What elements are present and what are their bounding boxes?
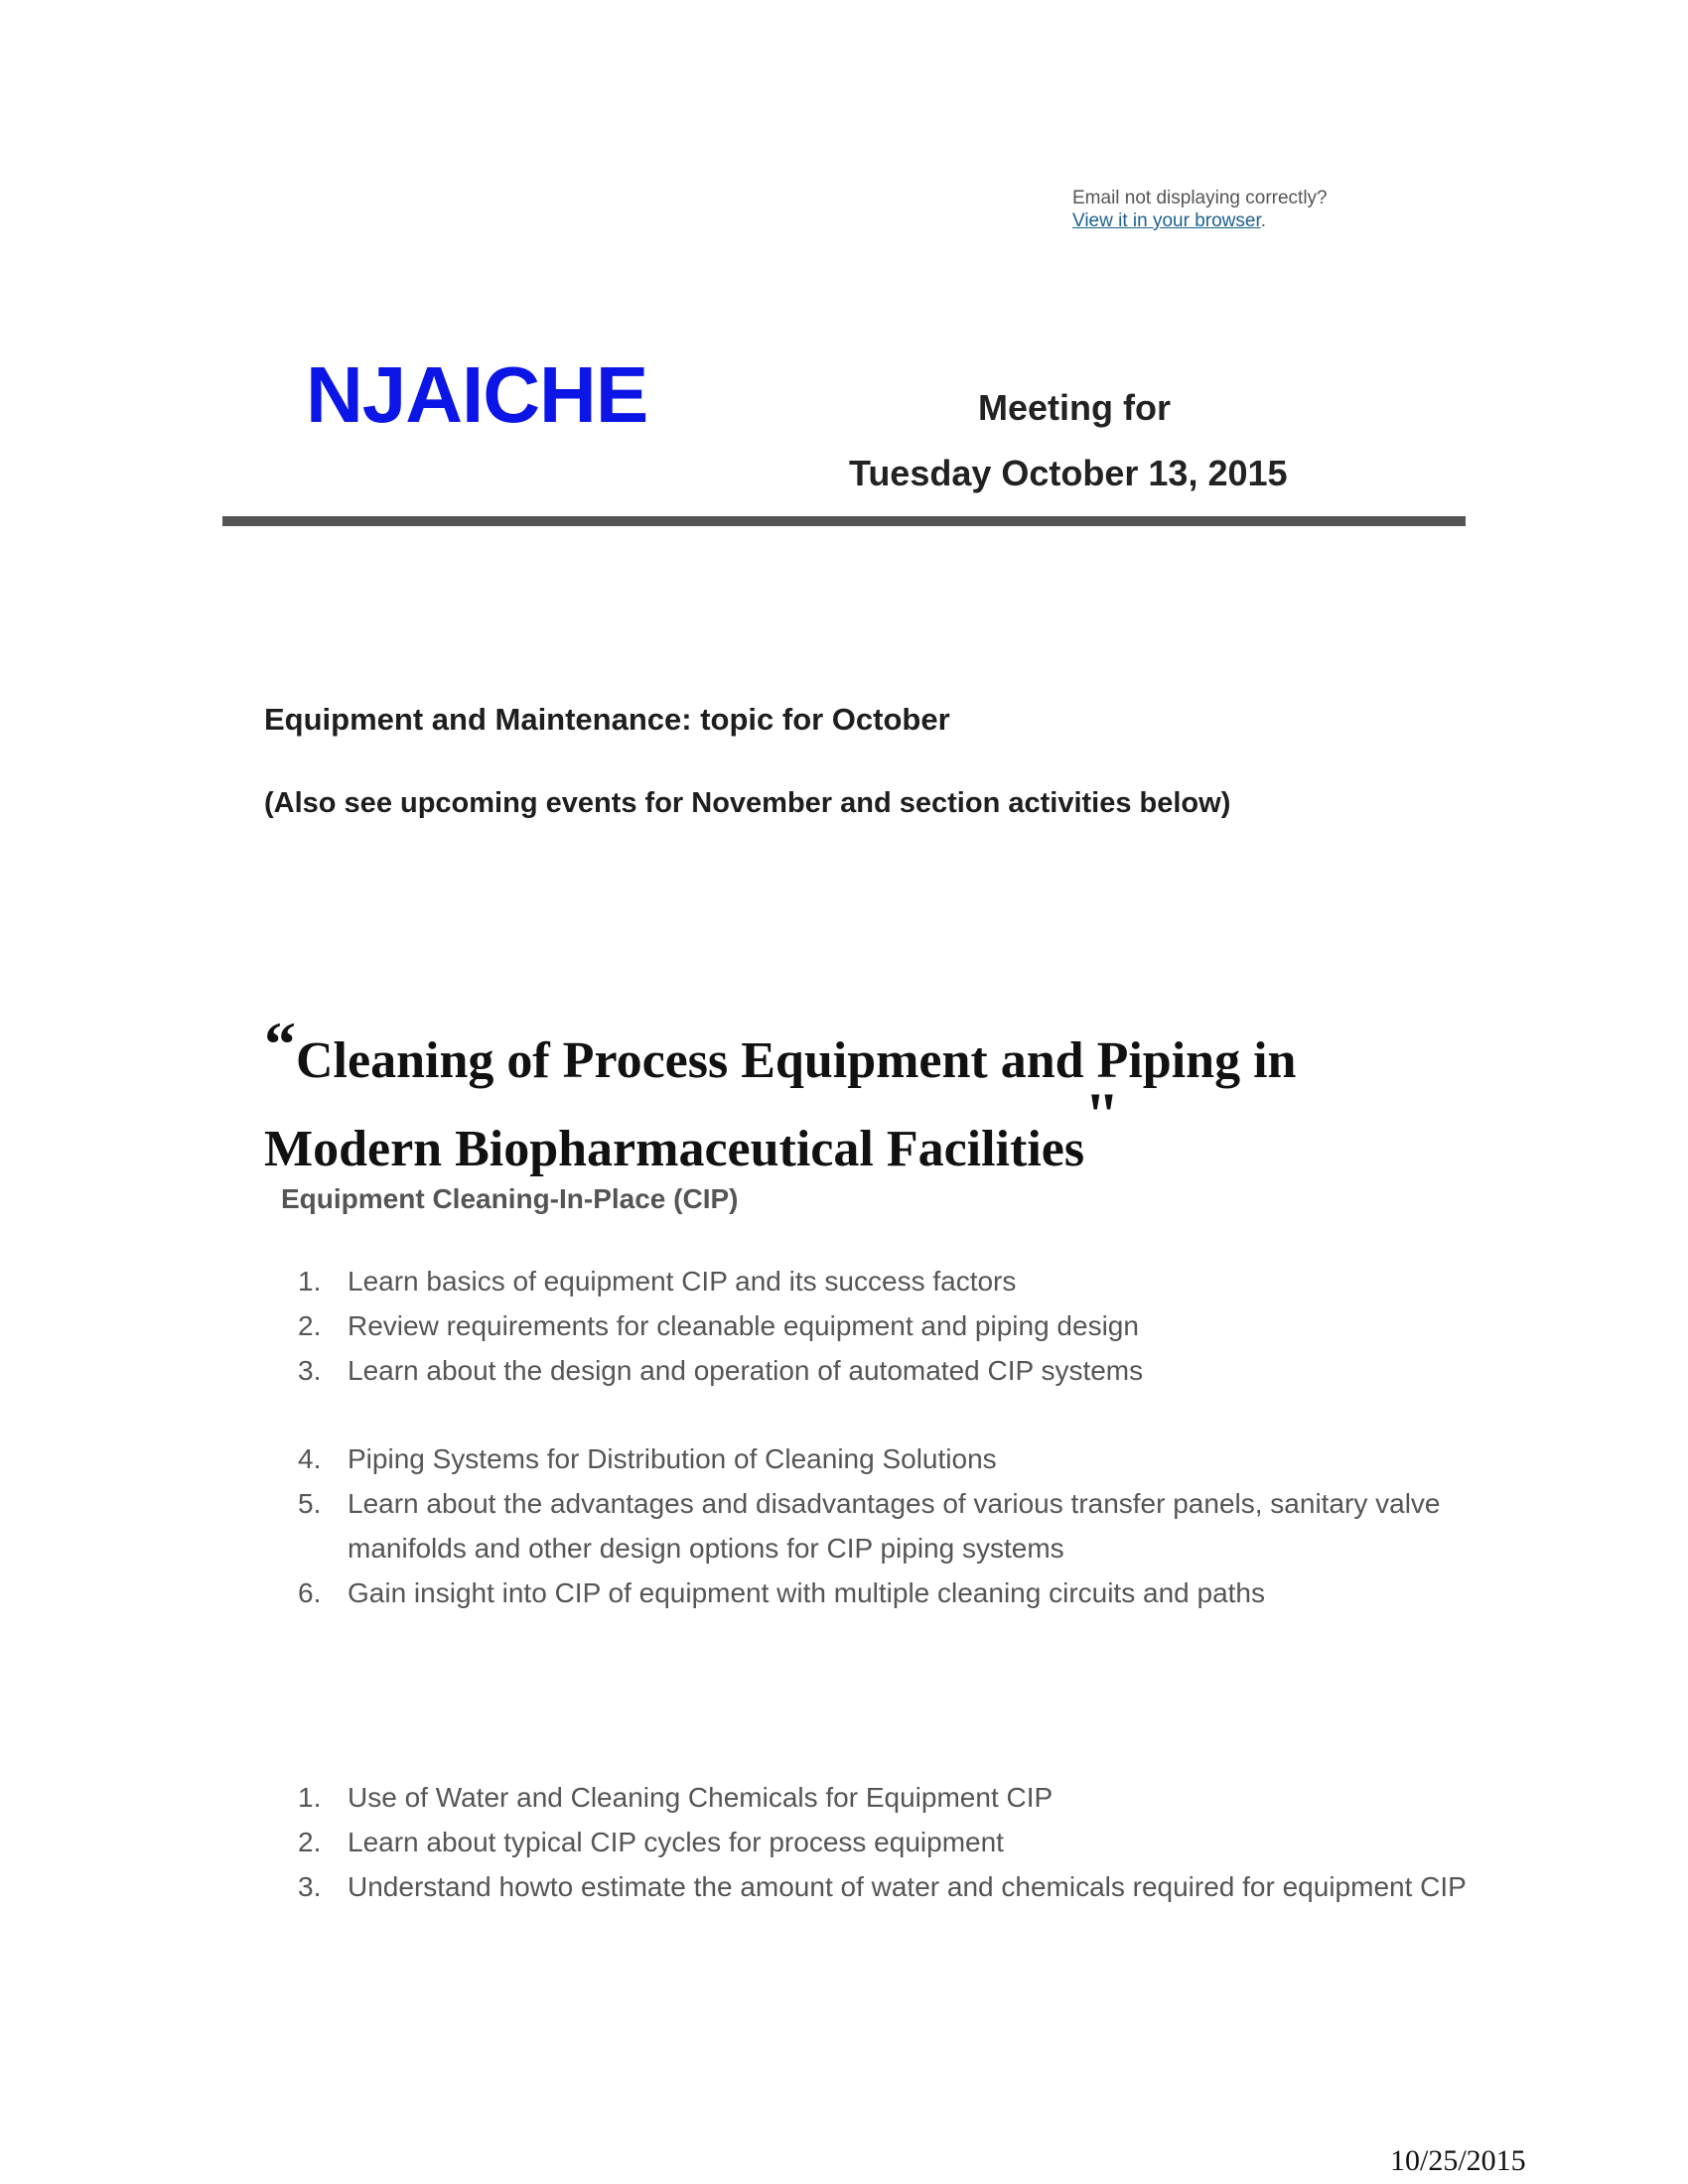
objectives-list-b	[298, 1436, 1470, 1615]
item-number: 6.	[298, 1577, 322, 1608]
header-divider	[222, 516, 1466, 526]
item-text: Review requirements for cleanable equipment and piping design	[348, 1310, 1139, 1341]
item-text: Use of Water and Cleaning Chemicals for Equipment CIP	[348, 1782, 1054, 1813]
monthly-topic: Equipment and Maintenance: topic for October	[264, 702, 950, 737]
item-number: 2.	[298, 1827, 322, 1857]
item-text: Learn about the design and operation of automated CIP systems	[348, 1355, 1144, 1386]
open-quote: “	[264, 1009, 296, 1079]
list-item	[298, 1303, 1470, 1348]
item-number: 4.	[298, 1443, 322, 1474]
objectives-list-a	[298, 1259, 1470, 1393]
list-item	[298, 1436, 1470, 1481]
email-note-text: Email not displaying correctly?	[1072, 188, 1328, 208]
item-text: Piping Systems for Distribution of Cleaning Solutions	[348, 1443, 997, 1474]
item-text: Gain insight into CIP of equipment with multiple cleaning circuits and paths	[348, 1577, 1265, 1608]
list-item	[298, 1481, 1470, 1570]
item-number: 3.	[298, 1355, 322, 1386]
email-display-note	[1072, 187, 1328, 232]
item-text: Learn basics of equipment CIP and its success factors	[348, 1266, 1017, 1297]
item-text: Learn about typical CIP cycles for process equipment	[348, 1827, 1004, 1857]
item-number: 1.	[298, 1782, 322, 1813]
item-text: Learn about the advantages and disadvantages of various transfer panels, sanitary valve manifolds and other design options for CIP piping systems	[348, 1488, 1441, 1564]
list-item	[298, 1259, 1470, 1303]
list-item	[298, 1775, 1470, 1820]
talk-subtitle: Equipment Cleaning-In-Place (CIP)	[281, 1183, 739, 1214]
item-text: Understand howto estimate the amount of water and chemicals required for equipment CIP	[348, 1871, 1467, 1902]
list-item	[298, 1348, 1470, 1393]
item-number: 3.	[298, 1871, 322, 1902]
njaiche-logo: NJAICHE	[306, 350, 648, 439]
also-see-note: (Also see upcoming events for November and section activities below)	[264, 787, 1231, 819]
meeting-date: Tuesday October 13, 2015	[849, 453, 1288, 493]
item-number: 1.	[298, 1266, 322, 1297]
item-number: 5.	[298, 1488, 322, 1519]
talk-title-text: Cleaning of Process Equipment and Piping in Modern Biopharmaceutical Facilities	[264, 1032, 1297, 1177]
objectives-list-c	[298, 1775, 1470, 1909]
list-item	[298, 1820, 1470, 1864]
list-item	[298, 1864, 1470, 1909]
item-number: 2.	[298, 1310, 322, 1341]
view-in-browser-link[interactable]: View it in your browser	[1072, 210, 1261, 231]
link-suffix: .	[1260, 210, 1267, 231]
close-quote: "	[1084, 1079, 1120, 1150]
meeting-for-label: Meeting for	[978, 387, 1171, 428]
talk-title	[264, 1009, 1456, 1191]
list-item	[298, 1570, 1470, 1615]
footer-print-date: 10/25/2015	[1390, 2144, 1526, 2177]
